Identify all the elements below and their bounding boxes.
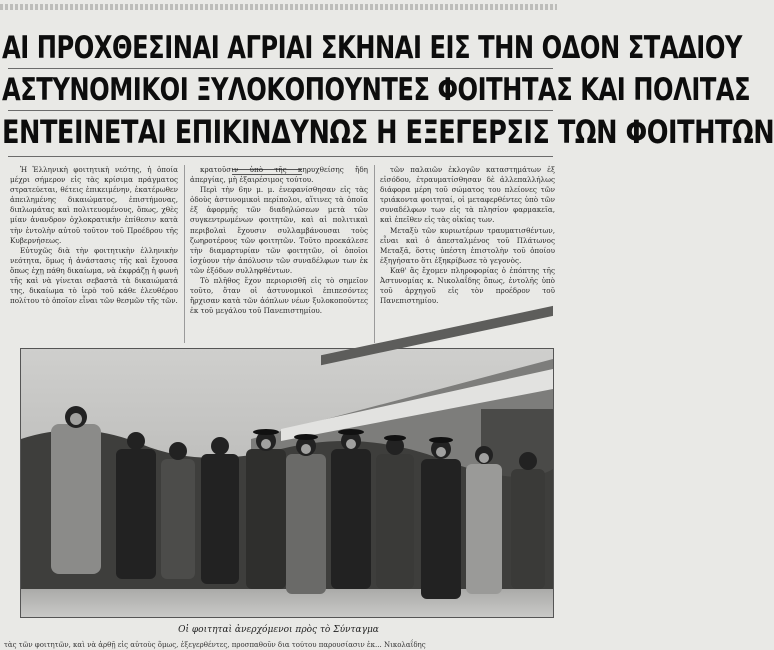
paragraph: τῶν παλαιῶν ἐκλογῶν καταστημάτων ἐξ εἰσόδου, ἐτραυματίσθησαν δὲ ἀλλεπαλλήλως διάφορα μέρη τοῦ σώματος του πλείονες τῶν τριάκοντα φοιτηταί, οἱ μεταφερθέντες ὑπὸ τῶν συναδέλφων των εἰς τὰ πλησίον φαρμακεῖα, καὶ ἐπεῖθεν εἰς τὰς οἰκίας των. xyxy=(380,165,555,225)
paragraph: Ἡ Ἑλληνικὴ φοιτητικὴ νεότης, ἡ ὁποία μέχρι σήμερον εἰς τὰς κρίσιμα πράγματος στρατεύεται, θέτεις ἐπικειμένην, ἐκατέρωθεν ἀπειλημένης δικαιώματος, ἐπιστήμονας, διπλωμάτας καὶ πολιτευομένους, ὅπως, χθὲς μίαν ἀνανδρον ὀχλοκρατικὴν ἐπίθεσιν κατὰ τὴν ἐντολὴν αὐτοῦ τοῦτον τοῦ Προέδρου τῆς Κυβερνήσεως. xyxy=(10,165,178,245)
headline-divider xyxy=(8,110,553,111)
paragraph: Καθ' ἃς ἔχομεν πληροφορίας ὁ ἐπόπτης τῆς Ἀστυνομίας κ. Νικολαΐδης ὅπως, ἐντολῆς ὑπὸ τοῦ ἀρχηγοῦ εἰς τὸν προέδρον τοῦ Πανεπιστημίου. xyxy=(380,265,555,306)
article-columns xyxy=(10,165,555,345)
crowd-photo-illustration xyxy=(21,349,553,617)
article-column-2 xyxy=(190,165,368,345)
bottom-text-line: τὰς τῶν φοιτητῶν, καὶ νὰ ἀρθῇ εἰς αὐτοὺς ὅμως, ἐξεγερθέντες, προσπαθοῦν δια τούτου παρουσίασιν ἐκ... Νικολαΐδης xyxy=(4,641,426,649)
paragraph: Μεταξὺ τῶν κυριωτέρων τραυματισθέντων, εἶναι καὶ ὁ ἀπεσταλμένος τοῦ Πλάτωνος Μεταξᾶ, ὅστις ὑπέστη ἐπιστολὴν τοῦ ὁποίου ἐξηγήσατο ὅτι ἐξηκρίβωσε τὸ γεγονὸς. xyxy=(380,225,555,265)
paragraph: Περὶ τὴν 6ην μ. μ. ἐνεφανίσθησαν εἰς τὰς ὁδοὺς ἀστυνομικοὶ περίπολοι, αἵτινες τὰ ὁποῖα ἐξ ἀφορμῆς τῶν διαδηλώσεων μετὰ τῶν συγκεντρωμένων φοιτητῶν, καὶ αἱ πολιτικαὶ περιβολαὶ ἔχουσιν συλλαμβάνουσαι τοὺς ζωηροτέρους τῶν φοιτητῶν. Τοῦτο προεκάλεσε τὴν διαμαρτυρίαν τῶν φοιτητῶν, οἱ ὁποῖοι ἰσχύουν τὴν ἀπόλυσιν τῶν συναδέλφων των ἐκ τῶν ἐξόδων συλληφθέντων. xyxy=(190,185,368,275)
column-separator xyxy=(184,165,185,343)
headline-divider xyxy=(8,68,553,69)
paragraph: Τὸ πλῆθος ἔχον περιορισθῆ εἰς τὸ σημεῖον τοῦτο, ὅταν οἱ ἀστυνομικοὶ ἐπιπεσόντες ἤρχισαν κατὰ τῶν ἀόπλων νέων ξυλοκοποῦντες ἐκ τοῦ μεγάλου τοῦ Πανεπιστημίου. xyxy=(190,276,368,316)
news-photo xyxy=(20,348,554,618)
headline-line-3: ΕΝΤΕΙΝΕΤΑΙ ΕΠΙΚΙΝΔΥΝΩΣ Η ΕΞΕΓΕΡΣΙΣ ΤΩΝ ΦΟΙΤΗΤΩΝ xyxy=(2,113,774,151)
headline-line-1: ΑΙ ΠΡΟΧΘΕΣΙΝΑΙ ΑΓΡΙΑΙ ΣΚΗΝΑΙ ΕΙΣ ΤΗΝ ΟΔΟΝ ΣΤΑΔΙΟΥ xyxy=(2,30,742,66)
paragraph: Εὐτυχῶς διὰ τὴν φοιτητικὴν ἑλληνικὴν νεότητα, ὅμως ἡ ἀνάστασις τῆς καὶ ἔχουσα ὅπως ἐχῃ πάθη δικαίωμα, νὰ ἐκφράζῃ ἡ φωνὴ τῆς καὶ νὰ γίνεται σεβαστὰ τὰ δικαιώματά της, δικαίωμα τὸ ἱερὸ τοῦ κάθε ἐλευθέρου πολίτου τὸ ὁποῖον εἶναι τῶν θεσμῶν τῆς τῶν. xyxy=(10,245,178,306)
column-separator xyxy=(374,165,375,343)
paragraph: κρατοῦσιν ὑπὸ τῆς κηρυχθείσης ἤδη ἀπεργίας, μὴ ἐξαιρέσιμος τούτου. xyxy=(190,165,368,185)
photo-caption: Οἱ φοιτηταὶ ἀνερχόμενοι πρὸς τὸ Σύνταγμα xyxy=(178,625,379,635)
article-column-1 xyxy=(10,165,178,345)
headline-divider xyxy=(8,156,553,157)
headline-line-2: ΑΣΤΥΝΟΜΙΚΟΙ ΞΥΛΟΚΟΠΟΥΝΤΕΣ ΦΟΙΤΗΤΑΣ ΚΑΙ ΠΟΛΙΤΑΣ xyxy=(2,72,751,108)
top-ornament-rule xyxy=(0,4,557,10)
